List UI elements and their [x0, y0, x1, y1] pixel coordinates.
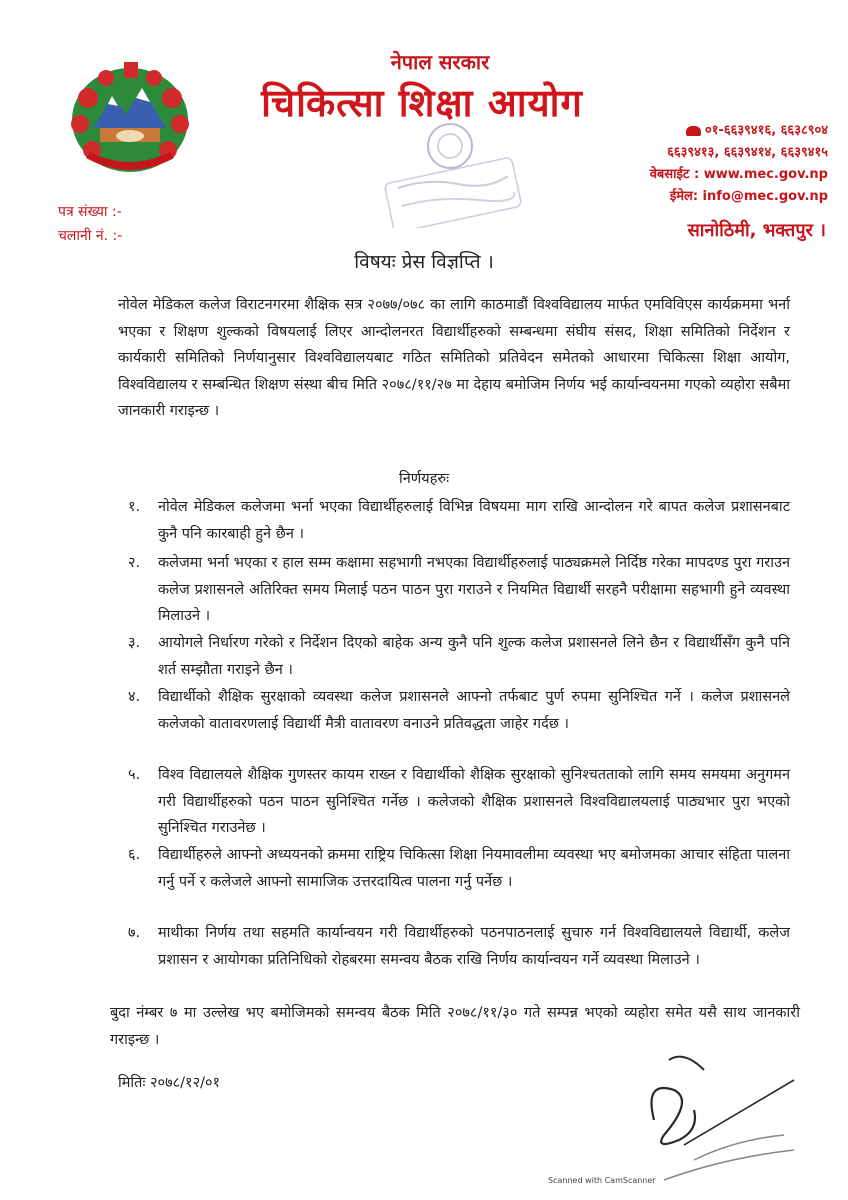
signature-icon [624, 1040, 804, 1190]
decision-number: २. [128, 555, 141, 571]
decision-text: आयोगले निर्धारण गरेको र निर्देशन दिएको बाहेक अन्य कुनै पनि शुल्क कलेज प्रशासनले लिने छैन र विद्यार्थीसँग कुनै पनि शर्त सम्झौता गराइने छैन । [158, 635, 790, 678]
email[interactable]: ईमेल: info@mec.gov.np [669, 189, 828, 204]
government-name: नेपाल सरकार [390, 50, 490, 74]
decision-text: विद्यार्थीको शैक्षिक सुरक्षाको व्यवस्था कलेज प्रशासनले आफ्नो तर्फबाट पुर्ण रुपमा सुनिश्चित गर्ने । कलेज प्रशासनले कलेजको वातावरणलाई विद्यार्थी मैत्री वातावरण वनाउने प्रतिवद्धता जाहेर गर्दछ । [158, 689, 790, 732]
decision-item [118, 550, 790, 630]
decision-text: नोवेल मेडिकल कलेजमा भर्ना भएका विद्यार्थीहरुलाई विभिन्न विषयमा माग राखि आन्दोलन गरे बापत कलेज प्रशासनबाट कुनै पनि कारबाही हुने छैन । [158, 499, 790, 542]
decision-number: १. [128, 499, 141, 515]
nepal-emblem-icon [66, 58, 194, 176]
commission-name: चिकित्सा शिक्षा आयोग [261, 81, 583, 125]
letter-number-label: पत्र संख्या :- [58, 204, 122, 220]
website[interactable]: वेबसाईट : www.mec.gov.np [649, 167, 828, 182]
decisions-heading: निर्णयहरुः [399, 471, 449, 487]
official-stamp-icon [368, 118, 528, 228]
decision-item [118, 920, 790, 973]
decision-item [118, 684, 790, 737]
phone-numbers-1: ०१-६६३९४१६, ६६३८९०४ [704, 123, 828, 138]
issue-date: मितिः २०७८/१२/०१ [118, 1075, 221, 1091]
decision-number: ४. [128, 689, 141, 705]
decision-number: ५. [128, 767, 141, 783]
subject-heading: विषयः प्रेस विज्ञप्ति । [354, 251, 494, 273]
phone-line-1 [686, 120, 828, 138]
address: सानोठिमी, भक्तपुर । [687, 220, 826, 241]
decision-item [118, 842, 790, 895]
decision-text: माथीका निर्णय तथा सहमति कार्यान्वयन गरी विद्यार्थीहरुको पठनपाठनलाई सुचारु गर्न विश्वविद्यालयले विद्यार्थी, कलेज प्रशासन र आयोगका प्रतिनिधिको रोहबरमा समन्वय बैठक राखि निर्णय कार्यान्वयन गर्ने व्यवस्था मिलाउने । [158, 925, 790, 968]
decision-item [118, 630, 790, 683]
decision-number: ६. [128, 847, 141, 863]
dispatch-number-label: चलानी नं. :- [58, 228, 123, 244]
decision-item [118, 762, 790, 842]
decision-text: कलेजमा भर्ना भएका र हाल सम्म कक्षामा सहभागी नभएका विद्यार्थीहरुलाई पाठ्यक्रमले निर्दिष्ठ गरेका मापदण्ड पुरा गराउन कलेज प्रशासनले अतिरिक्त समय मिलाई पठन पाठन पुरा गराउने र नियमित विद्यार्थी सरहनै परीक्षामा सहभागी हुने व्यवस्था मिलाउने । [158, 555, 790, 624]
decision-number: ७. [128, 925, 141, 941]
scanner-watermark: Scanned with CamScanner [548, 1176, 656, 1185]
intro-paragraph: नोवेल मेडिकल कलेज विराटनगरमा शैक्षिक सत्र २०७७/०७८ का लागि काठमाडौं विश्वविद्यालय मार्फत एमविविएस कार्यक्रममा भर्ना भएका र शिक्षण शुल्कको विषयलाई लिएर आन्दोलनरत विद्यार्थीहरुको सम्बन्धमा संघीय संसद, शिक्षा समितिको निर्देशन र कार्यकारी समितिको निर्णयानुसार विश्वविद्यालयबाट गठित समितिको प्रतिवेदन समेतको आधारमा चिकित्सा शिक्षा आयोग, विश्वविद्यालय र सम्बन्धित शिक्षण संस्था बीच मिति २०७८/११/२७ मा देहाय बमोजिम निर्णय भई कार्यान्वयनमा गएको व्यहोरा सबैमा जानकारी गराइन्छ । [118, 297, 790, 419]
phone-icon [686, 126, 701, 136]
decision-text: विद्यार्थीहरुले आफ्नो अध्ययनको क्रममा राष्ट्रिय चिकित्सा शिक्षा नियमावलीमा व्यवस्था भए बमोजमका आचार संहिता पालना गर्नु पर्ने र कलेजले आफ्नो सामाजिक उत्तरदायित्व पालना गर्नु पर्नेछ । [158, 847, 790, 890]
phone-line-2: ६६३९४१३, ६६३९४१४, ६६३९४१५ [667, 145, 828, 160]
decision-text: विश्व विद्यालयले शैक्षिक गुणस्तर कायम राख्न र विद्यार्थीको शैक्षिक सुरक्षाको सुनिश्चतताको लागि समय समयमा अनुगमन गरी विद्यार्थीहरुको पठन पाठन सुनिश्चित गर्नेछ । कलेजको शैक्षिक प्रशासनले विश्वविद्यालयलाई पाठ्यभार पुरा भएको सुनिश्चित गराउनेछ । [158, 767, 790, 836]
closing-paragraph: बुदा नंम्बर ७ मा उल्लेख भए बमोजिमको समन्वय बैठक मिति २०७८/११/३० गते सम्पन्न भएको व्यहोरा समेत यसै साथ जानकारी गराइन्छ । [110, 1005, 800, 1048]
decision-item [118, 494, 790, 547]
decision-number: ३. [128, 635, 141, 651]
